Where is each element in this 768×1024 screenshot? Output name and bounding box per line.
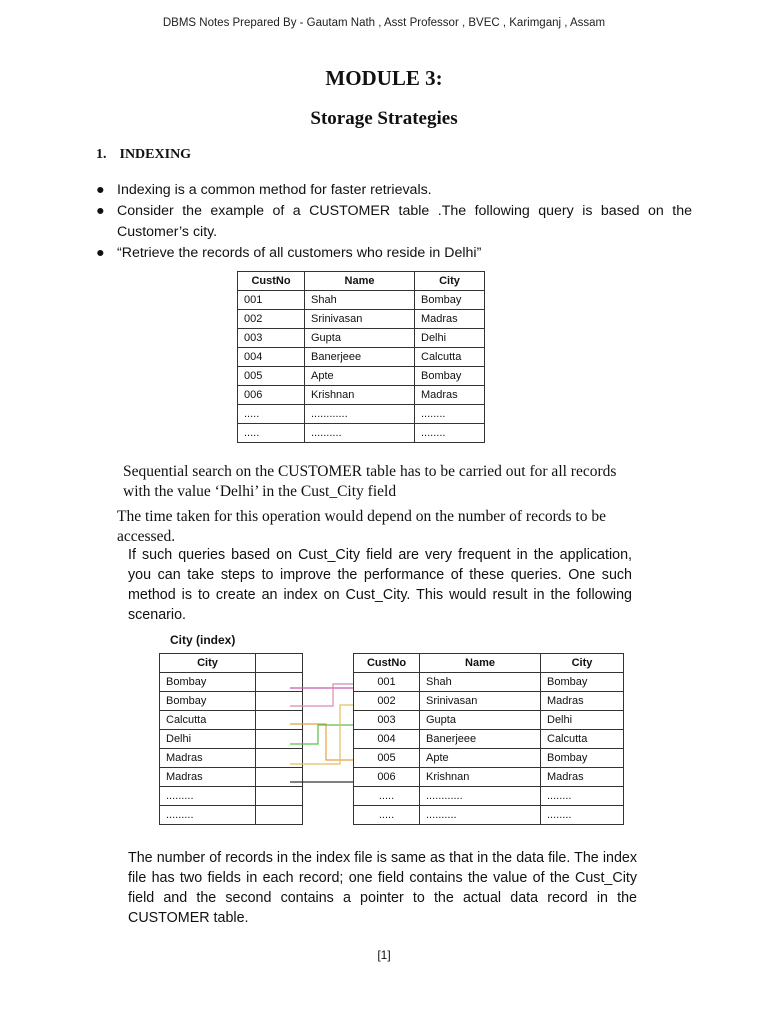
table-cell: Calcutta [541, 730, 624, 749]
table-cell: Bombay [541, 749, 624, 768]
pointer-line [290, 705, 353, 764]
bullet-icon: ● [96, 182, 105, 198]
table-cell: ..... [238, 424, 305, 443]
table-cell: Madras [160, 749, 256, 768]
table-cell: Delhi [415, 329, 485, 348]
module-title: MODULE 3: [325, 66, 443, 90]
table-cell: 006 [238, 386, 305, 405]
table-cell: Bombay [160, 673, 256, 692]
table-cell: Bombay [415, 367, 485, 386]
table-cell: Banerjeee [420, 730, 541, 749]
bullet-icon: ● [96, 203, 105, 219]
table-cell: Shah [420, 673, 541, 692]
section-number: 1. [96, 147, 107, 162]
table-cell: ........ [541, 806, 624, 825]
table-cell: Apte [420, 749, 541, 768]
table-cell: Delhi [541, 711, 624, 730]
table-cell: Banerjeee [305, 348, 415, 367]
bullet-item: ● Indexing is a common method for faster retrievals. [96, 180, 692, 201]
bullet-item: ● Consider the example of a CUSTOMER table .The following query is based on the Customer’s city. [96, 203, 692, 240]
paragraph-index-file: The number of records in the index file is same as that in the data file. The index file has two fields in each record; one field contains the value of the Cust_City field and the second contains a pointer to the actual data record in the CUSTOMER table. [128, 850, 637, 926]
table-cell: ..... [238, 405, 305, 424]
page-subtitle: Storage Strategies [310, 108, 458, 129]
table-cell: ........ [415, 424, 485, 443]
table-cell: Madras [541, 768, 624, 787]
table-cell: Madras [160, 768, 256, 787]
pointer-line [290, 684, 353, 706]
column-header: City [160, 654, 256, 673]
table-cell: Srinivasan [420, 692, 541, 711]
column-header: CustNo [238, 272, 305, 291]
table-cell: ......... [160, 806, 256, 825]
table-cell: ............ [420, 787, 541, 806]
column-header: City [541, 654, 624, 673]
table-cell: 003 [238, 329, 305, 348]
table-cell: ..... [354, 787, 420, 806]
pointer-line [290, 724, 353, 760]
table-cell: Bombay [160, 692, 256, 711]
column-header: City [415, 272, 485, 291]
table-cell: .......... [420, 806, 541, 825]
table-cell: Krishnan [305, 386, 415, 405]
table-cell: Delhi [160, 730, 256, 749]
table-cell: 006 [354, 768, 420, 787]
table-cell: ..... [354, 806, 420, 825]
table-cell: 002 [238, 310, 305, 329]
table-cell: .......... [305, 424, 415, 443]
table-cell: 005 [354, 749, 420, 768]
page-header: DBMS Notes Prepared By - Gautam Nath , Asst Professor , BVEC , Karimganj , Assam [162, 17, 606, 29]
index-caption: City (index) [170, 633, 236, 647]
table-cell: Apte [305, 367, 415, 386]
table-cell: Madras [541, 692, 624, 711]
paragraph-sequential-search: Sequential search on the CUSTOMER table has to be carried out for all records with the value ‘Delhi’ in the Cust_City field [123, 463, 617, 500]
bullet-icon: ● [96, 245, 105, 261]
table-cell: 001 [354, 673, 420, 692]
table-cell: 004 [238, 348, 305, 367]
table-cell: 005 [238, 367, 305, 386]
table-cell: Madras [415, 310, 485, 329]
table-cell: Madras [415, 386, 485, 405]
table-cell: Bombay [415, 291, 485, 310]
table-cell: Calcutta [415, 348, 485, 367]
table-cell: 001 [238, 291, 305, 310]
page-number: [1] [377, 948, 391, 962]
bullet-item: ● “Retrieve the records of all customers who reside in Delhi” [96, 243, 692, 264]
table-cell: ........ [541, 787, 624, 806]
table-cell: Shah [305, 291, 415, 310]
column-header: Name [420, 654, 541, 673]
table-cell: Calcutta [160, 711, 256, 730]
table-cell: 002 [354, 692, 420, 711]
pointer-line [290, 725, 353, 744]
table-cell: ........ [415, 405, 485, 424]
table-cell: 004 [354, 730, 420, 749]
table-cell: 003 [354, 711, 420, 730]
table-cell: ......... [160, 787, 256, 806]
table-cell: Bombay [541, 673, 624, 692]
column-header: CustNo [354, 654, 420, 673]
paragraph-time-taken: The time taken for this operation would depend on the number of records to be accessed. [117, 508, 606, 545]
paragraph-index-intro: If such queries based on Cust_City field are very frequent in the application, you can take steps to improve the performance of these queries. One such method is to create an index on Cust_City. This would result in the following scenario. [128, 547, 632, 623]
table-cell: ............ [305, 405, 415, 424]
section-title: INDEXING [119, 147, 192, 162]
table-cell: Krishnan [420, 768, 541, 787]
table-cell: Srinivasan [305, 310, 415, 329]
table-cell: Gupta [305, 329, 415, 348]
column-header: Name [305, 272, 415, 291]
table-cell: Gupta [420, 711, 541, 730]
